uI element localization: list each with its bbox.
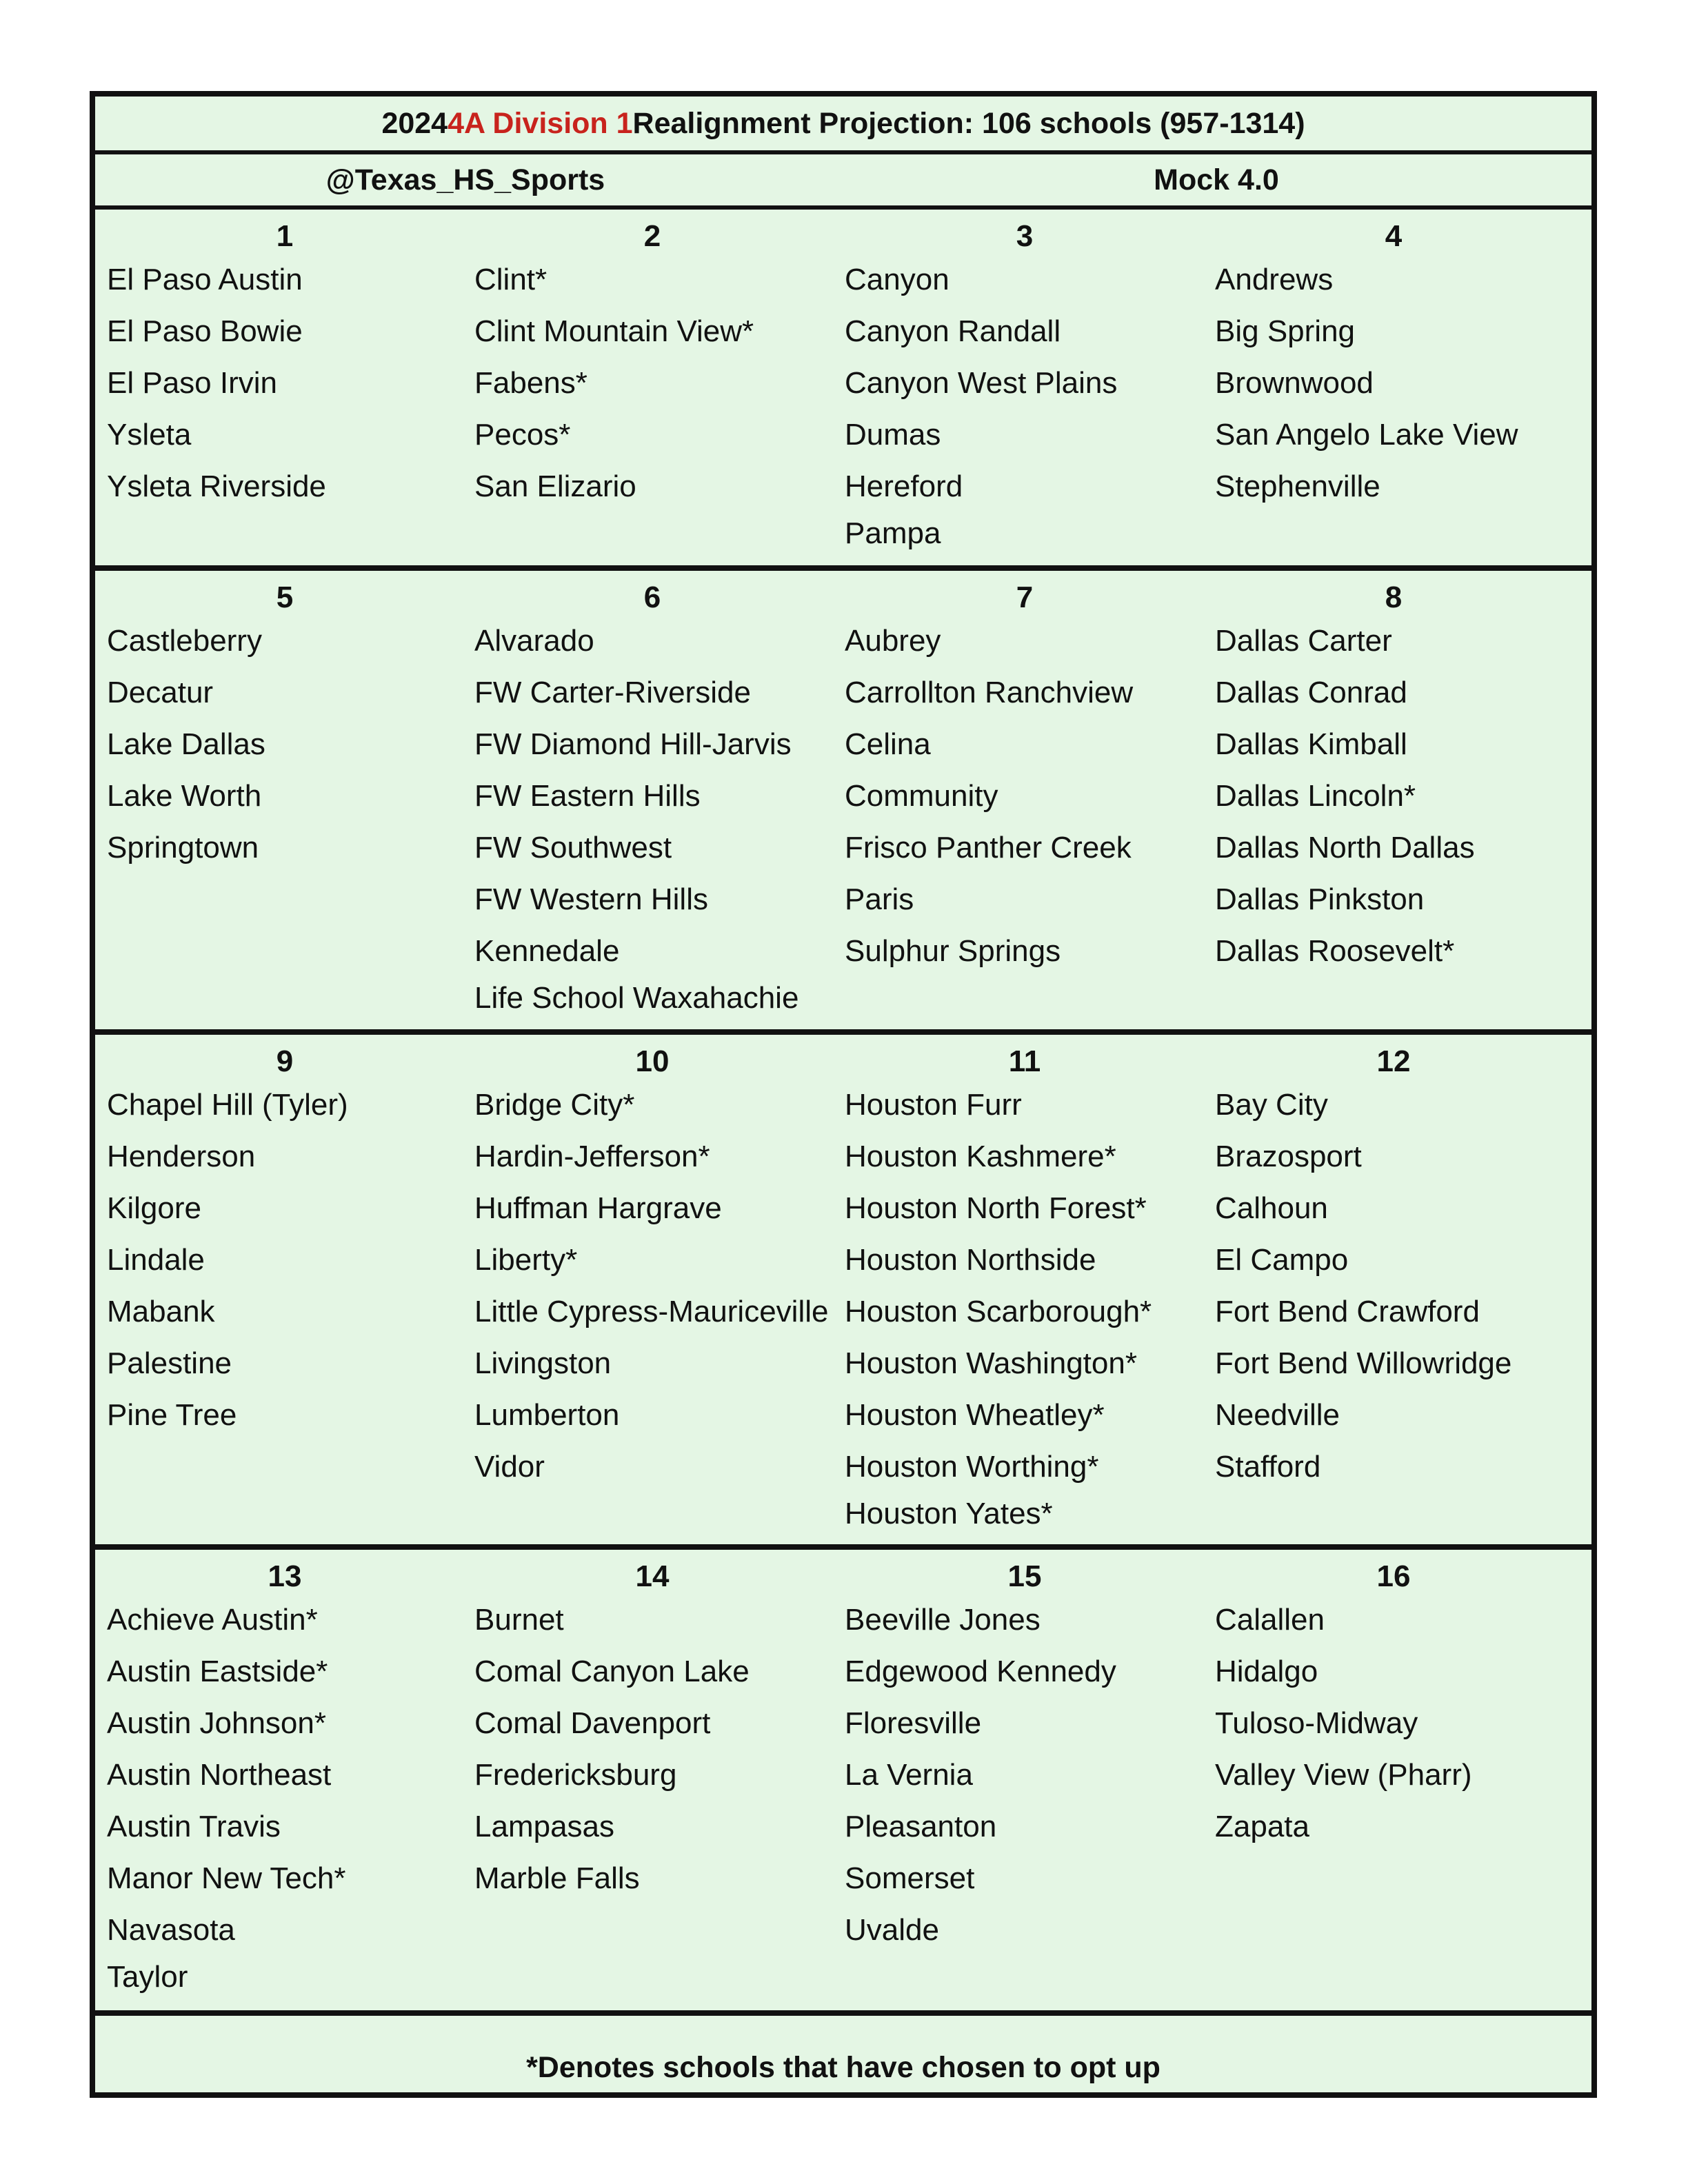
district-number: 9 [276,1044,294,1078]
school-name: Stephenville [1215,469,1380,503]
school-name: Zapata [1215,1810,1309,1843]
school-name: Dallas North Dallas [1215,831,1475,865]
school-name: Sulphur Springs [845,934,1061,968]
school-name: Lampasas [474,1810,615,1843]
school-name: Lumberton [474,1398,620,1432]
school-name: FW Diamond Hill-Jarvis [474,727,792,761]
school-name: El Paso Irvin [107,366,277,400]
district-number: 1 [276,219,294,253]
school-name: Celina [845,727,931,761]
school-name: Comal Davenport [474,1706,711,1740]
school-name: El Paso Austin [107,263,303,296]
school-name: Austin Johnson* [107,1706,326,1740]
school-name: Canyon Randall [845,314,1061,348]
school-name: Paris [845,882,914,916]
subheader-row [95,154,1591,210]
table-title [95,97,1591,154]
school-name: Dallas Lincoln* [1215,779,1416,813]
title-year: 2024 [381,106,448,140]
school-name: Clint Mountain View* [474,314,754,348]
school-name: Dallas Conrad [1215,676,1407,709]
district-number: 8 [1385,580,1403,614]
school-name: Comal Canyon Lake [474,1655,750,1688]
school-name: Henderson [107,1140,256,1173]
school-name: Pampa [845,516,941,550]
district-number: 6 [643,580,661,614]
school-name: Pecos* [474,418,571,452]
school-name: Beeville Jones [845,1603,1041,1637]
school-name: Palestine [107,1346,232,1380]
school-name: Hereford [845,469,963,503]
school-name: Houston Furr [845,1088,1022,1122]
school-name: La Vernia [845,1758,973,1792]
school-name: Ysleta Riverside [107,469,326,503]
school-name: Lake Worth [107,779,262,813]
school-name: Springtown [107,831,259,865]
district-number: 16 [1376,1559,1411,1593]
school-name: Houston North Forest* [845,1191,1147,1225]
school-name: Dallas Roosevelt* [1215,934,1455,968]
school-name: Fort Bend Willowridge [1215,1346,1512,1380]
school-name: San Angelo Lake View [1215,418,1518,452]
district-number: 11 [1008,1044,1041,1078]
school-name: Houston Wheatley* [845,1398,1105,1432]
school-name: Lake Dallas [107,727,265,761]
school-name: Frisco Panther Creek [845,831,1132,865]
school-name: Liberty* [474,1243,578,1277]
school-name: Community [845,779,998,813]
school-name: Calallen [1215,1603,1325,1637]
school-name: Andrews [1215,263,1334,296]
title-description: Realignment Projection: 106 schools (957-1314) [632,106,1305,140]
district-number: 4 [1385,219,1403,253]
school-name: Austin Travis [107,1810,281,1843]
school-name: FW Carter-Riverside [474,676,751,709]
school-name: Austin Eastside* [107,1655,328,1688]
school-name: FW Southwest [474,831,672,865]
school-name: Houston Washington* [845,1346,1137,1380]
school-name: Pine Tree [107,1398,237,1432]
district-number: 14 [635,1559,670,1593]
school-name: Lindale [107,1243,205,1277]
school-name: Austin Northeast [107,1758,332,1792]
school-name: Clint* [474,263,547,296]
school-name: Edgewood Kennedy [845,1655,1116,1688]
school-name: Somerset [845,1861,975,1895]
school-name: Life School Waxahachie [474,981,799,1015]
mock-version: Mock 4.0 [1154,163,1279,196]
title-classification: 4A Division 1 [448,106,633,140]
district-number: 2 [643,219,661,253]
school-name: Aubrey [845,624,941,658]
realignment-table [90,91,1597,2098]
school-name: Valley View (Pharr) [1215,1758,1472,1792]
school-name: Brownwood [1215,366,1374,400]
school-name: El Paso Bowie [107,314,303,348]
school-name: Bay City [1215,1088,1328,1122]
school-name: Dallas Pinkston [1215,882,1425,916]
school-name: Decatur [107,676,214,709]
school-name: Big Spring [1215,314,1356,348]
district-row-block [95,1035,1591,1550]
school-name: Fort Bend Crawford [1215,1295,1480,1328]
district-row-block [95,571,1591,1035]
school-name: Marble Falls [474,1861,640,1895]
school-name: Tuloso-Midway [1215,1706,1418,1740]
school-name: Manor New Tech* [107,1861,346,1895]
district-number: 5 [276,580,294,614]
school-name: Stafford [1215,1450,1321,1484]
school-name: El Campo [1215,1243,1349,1277]
school-name: Dallas Carter [1215,624,1392,658]
school-name: Vidor [474,1450,545,1484]
school-name: Houston Kashmere* [845,1140,1116,1173]
district-row-block [95,1550,1591,2016]
school-name: Hidalgo [1215,1655,1318,1688]
district-number: 15 [1007,1559,1042,1593]
school-name: Brazosport [1215,1140,1362,1173]
school-name: Carrollton Ranchview [845,676,1134,709]
school-name: Burnet [474,1603,564,1637]
school-name: FW Western Hills [474,882,708,916]
school-name: Castleberry [107,624,262,658]
school-name: Kennedale [474,934,620,968]
school-name: Kilgore [107,1191,201,1225]
school-name: San Elizario [474,469,636,503]
school-name: Houston Northside [845,1243,1096,1277]
school-name: Mabank [107,1295,215,1328]
school-name: Bridge City* [474,1088,635,1122]
district-number: 10 [635,1044,670,1078]
school-name: Achieve Austin* [107,1603,318,1637]
school-name: Floresville [845,1706,982,1740]
school-name: Houston Scarborough* [845,1295,1152,1328]
district-number: 12 [1376,1044,1411,1078]
school-name: Fabens* [474,366,587,400]
school-name: Livingston [474,1346,612,1380]
school-name: Calhoun [1215,1191,1328,1225]
school-name: Navasota [107,1913,235,1947]
school-name: Houston Worthing* [845,1450,1099,1484]
school-name: Huffman Hargrave [474,1191,722,1225]
school-name: Taylor [107,1960,188,1994]
school-name: Little Cypress-Mauriceville [474,1295,829,1328]
school-name: Uvalde [845,1913,939,1947]
district-row-block [95,210,1591,571]
district-number: 3 [1016,219,1034,253]
school-name: Houston Yates* [845,1497,1053,1530]
school-name: Fredericksburg [474,1758,677,1792]
twitter-handle: @Texas_HS_Sports [325,163,605,196]
school-name: Ysleta [107,418,192,452]
school-name: Chapel Hill (Tyler) [107,1088,348,1122]
school-name: Dallas Kimball [1215,727,1407,761]
district-number: 13 [268,1559,302,1593]
school-name: Alvarado [474,624,594,658]
school-name: Canyon West Plains [845,366,1118,400]
school-name: FW Eastern Hills [474,779,701,813]
school-name: Canyon [845,263,950,296]
footnote: *Denotes schools that have chosen to opt up [526,2050,1160,2084]
school-name: Needville [1215,1398,1340,1432]
school-name: Dumas [845,418,941,452]
school-name: Pleasanton [845,1810,997,1843]
school-name: Hardin-Jefferson* [474,1140,710,1173]
district-number: 7 [1016,580,1034,614]
